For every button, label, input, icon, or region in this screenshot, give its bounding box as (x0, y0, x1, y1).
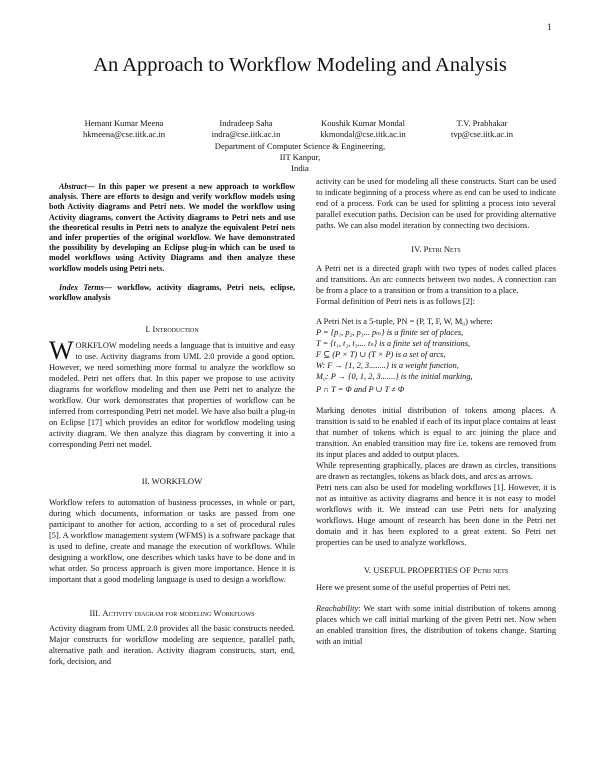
petri-paragraph-2: Formal definition of Petri nets is as follows [2]: (316, 297, 475, 306)
section-heading-petri (316, 244, 556, 255)
section-heading-intro (49, 324, 295, 335)
author-email: kkmondal@cse.iitk.ac.in (320, 129, 406, 139)
paper-title: An Approach to Workflow Modeling and Analysis (93, 54, 507, 76)
definition-intro: A Petri Net is a 5-tuple, PN = (P, T, F, W, M₀) where: (316, 317, 493, 326)
abstract-label: Abstract (59, 182, 87, 191)
petri-paragraph-3: Marking denotes initial distribution of tokens among places. A transition is said to be enabled if each of its input place contains at least that number of tokens which is equal to arc joining the place and transition. An enabled transition may fire i.e. tokens are removed from its input places and added to output places. (316, 406, 556, 459)
affiliation-line: IIT Kanpur, (279, 152, 321, 162)
section-title: Activity diagram for modeling Workflows (102, 608, 255, 619)
section-heading-properties (316, 565, 556, 576)
abstract-text: — In this paper we present a new approach to workflow analysis. There are efforts to design and verify workflow models using both Activity diagrams and Petri nets. We model the workflow using Activity diagrams, convert the Activity diagrams to Petri nets and use the theoretical results in Petri nets to analyze the equivalent Petri nets and infer properties of the original workflow. We have demonstrated the possibility by developing an Eclipse plug-in which can be used to model workflows using Activity Diagrams and then analyze these workflow models using Petri nets. (49, 182, 295, 273)
petri-paragraph-4: While representing graphically, places are drawn as circles, transitions are drawn as rectangles, tokens as black dots, and arcs as arrows. (316, 461, 556, 481)
author-name: Hemant Kumar Meena (84, 118, 164, 128)
definition-line: F ⊆ (P × T) ∪ (T × P) is a set of arcs, (316, 350, 446, 359)
intro-text: ORKFLOW modeling needs a language that is intuitive and easy to use. Activity diagrams from UML 2.0 provide a good option. However, we need something more formal to analyze the workflow so modeled. Petri net offers that. In this paper we propose to use activity diagrams for workflow modeling and then use Petri net to analyze the workflow. Our work demonstrates that properties of workflow can be inferred from corresponding Petri net model. We have also built a plug-in on Eclipse [17] which provides an editor for workflow modeling using activity diagram. We then analyze this diagram by converting it into a corresponding Petri net model. (49, 341, 295, 450)
right-column (316, 177, 556, 647)
activity-paragraph-continued: activity can be used for modeling all these constructs. Start can be used to indicate beginning of a process where as end can be used to indicate end of a process. Fork can be used for splitting a process into several parallel execution paths. Decision can be used for providing alternative paths. We can also model iteration by connecting two decisions. (316, 177, 556, 230)
author-4 (436, 118, 528, 140)
petri-paragraph-1: A Petri net is a directed graph with two types of nodes called places and transitions. An arc connects between two nodes. A connection can be from a place to a transition or from a transition to a place. (316, 264, 556, 295)
definition-line: P ∩ T = Φ and P ∪ T ≠ Φ (316, 385, 405, 394)
author-2 (196, 118, 296, 140)
section-title: Introduction (152, 324, 199, 335)
properties-paragraph-1: Here we present some of the useful properties of Petri net. (316, 583, 511, 592)
author-email: indra@cse.iitk.ac.in (211, 129, 281, 139)
affiliation-line: India (291, 163, 309, 173)
page-number: 1 (547, 22, 552, 32)
workflow-paragraph: Workflow refers to automation of business processes, in whole or part, during which documents, information or tasks are passed from one participant to another for action, according to a set of procedural rules [5]. A workflow management system (WFMS) is a software package that is used to define, create and manage the execution of workflows. While designing a workflow, one describes which tasks have to be done and in what order. So process approach is given more importance. Hence it is important that a good modeling language is used to design a workflow. (49, 498, 295, 585)
author-name: T.V. Prabhakar (456, 118, 508, 128)
affiliation-line: Department of Computer Science & Engineering, (214, 141, 386, 151)
section-title-smallcaps: Petri nets (472, 565, 509, 575)
section-title: Petri Nets (423, 244, 461, 254)
index-terms-label: Index Terms (59, 282, 104, 292)
intro-paragraph (49, 336, 295, 450)
author-email: hkmeena@cse.iitk.ac.in (82, 129, 166, 139)
section-heading-activity (49, 608, 295, 619)
section-heading-workflow: II. WORKFLOW (141, 476, 203, 487)
left-column (49, 182, 295, 667)
section-number: V. (363, 565, 372, 575)
section-number: IV. (411, 244, 422, 254)
section-number: I. (145, 324, 151, 335)
definition-line: P = {p₁, p₂, p₃... pₘ} is a finite set of places, (316, 328, 464, 337)
definition-line: M₀: P → {0, 1, 2, 3.......} is the initial marking, (316, 372, 473, 381)
author-1 (72, 118, 176, 140)
drop-cap: W (49, 336, 74, 366)
definition-line: T = {t₁, t₂, t₃.... tₙ} is a finite set of transitions, (316, 339, 471, 348)
author-3 (304, 118, 422, 140)
author-email: tvp@cse.iitk.ac.in (450, 129, 514, 139)
petri-paragraph-5: Petri nets can also be used for modeling workflows [1]. However, it is not as intuitive as activity diagrams and hence it is not easy to model workflows with it. We instead can use Petri nets for analyzing workflows. Huge amount of research has been done in the Petri net domain and it has been explored to a great extent. So Petri net properties can be used to analyze workflows. (316, 483, 556, 547)
abstract (49, 182, 295, 274)
reachability-text: : We start with some initial distribution of tokens among places which we call initial marking of the given Petri net. Now when an enabled transition fires, the distribution of tokens change. Starting with an initial (316, 604, 556, 646)
reachability-label: Reachability (316, 604, 359, 613)
properties-paragraph-2 (316, 603, 556, 647)
definition-line: W: F → {1, 2, 3........} is a weight function, (316, 361, 459, 370)
index-terms (49, 283, 295, 303)
author-name: Indradeep Saha (219, 118, 273, 128)
section-number: III. (89, 608, 101, 619)
affiliation (180, 141, 420, 174)
author-name: Koushik Kumar Mondal (320, 118, 406, 128)
index-terms-text: — workflow, activity diagrams, Petri nets, eclipse, workflow analysis (49, 282, 296, 303)
activity-paragraph: Activity diagram from UML 2.0 provides all the basic constructs needed. Major constructs for workflow modeling are sequence, parallel path, alternative path and iteration. Activity diagram constructs, start, end, fork, decision, and (49, 624, 295, 667)
section-title: USEFUL PROPERTIES OF (373, 565, 473, 575)
petri-definition (316, 316, 556, 395)
